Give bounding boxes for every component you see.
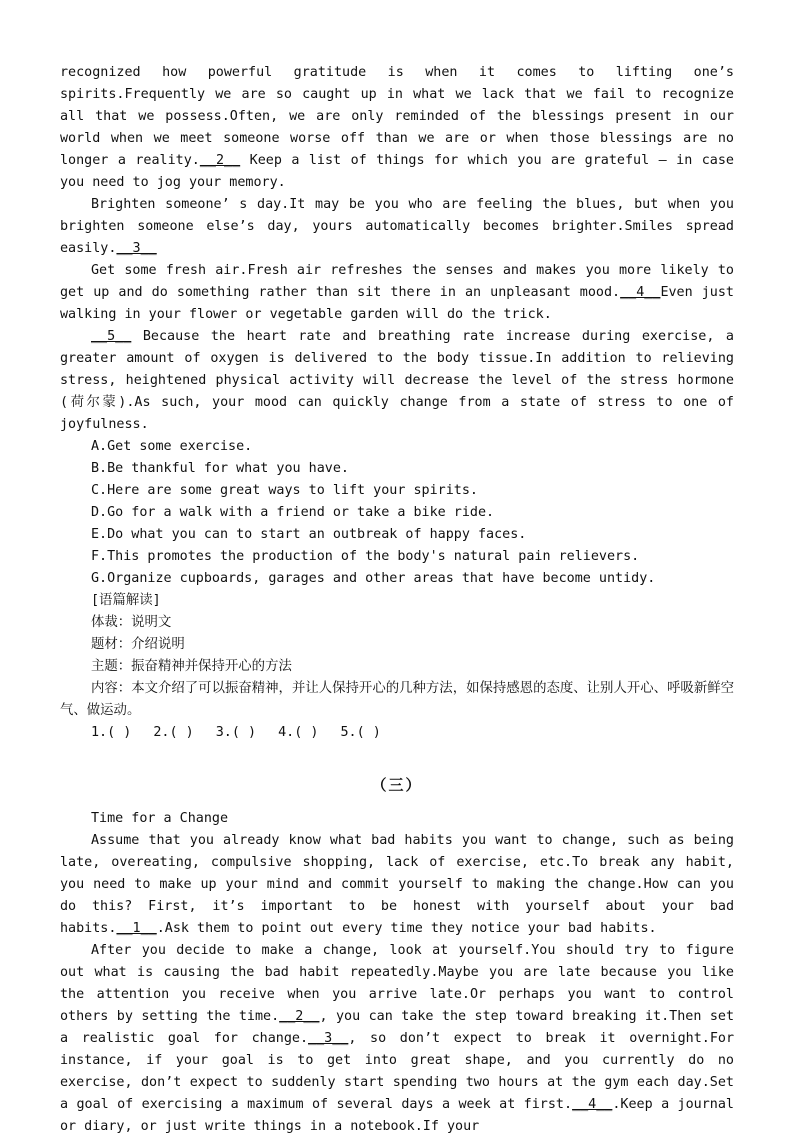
blank-4: __4__ <box>620 285 661 300</box>
answer-3[interactable]: 3.( ) <box>215 725 257 740</box>
blank-4: __4__ <box>572 1097 613 1112</box>
blank-5: __5__ <box>91 329 132 344</box>
option-c: C.Here are some great ways to lift your spirits. <box>91 483 478 498</box>
blank-2: __2__ <box>199 153 241 168</box>
change-paragraph <box>60 940 734 1138</box>
paragraph-text: Brighten someone’ s day.It may be you who are feeling the blues, but when you brighten someone else’s day, yours automatically becomes brighter.Smiles spread easily. <box>60 197 734 256</box>
analysis-topic: 题材：介绍说明 <box>91 637 185 652</box>
analysis-content: 内容：本文介绍了可以振奋精神，并让人保持开心的几种方法，如保持感恩的态度、让别人开心、呼吸新鲜空气、做运动。 <box>60 681 734 718</box>
paragraph-text: .Ask them to point out every time they notice your bad habits. <box>156 921 657 936</box>
brighten-paragraph <box>60 194 734 260</box>
paragraph-text: Keep a list of things for which you are grateful — in case you need to jog your memory. <box>60 153 734 190</box>
gratitude-paragraph <box>60 62 734 194</box>
paragraph-text: , so don’t expect to break it overnight.For instance, if your goal is to get into great shape, and you currently do no exercise, don’t expect to suddenly start spending two hours at the gym each day.Set a goal of exercising a maximum of several days a week at first. <box>60 1031 735 1112</box>
answer-row <box>60 722 734 744</box>
paragraph-text: Because the heart rate and breathing rate increase during exercise, a greater amount of oxygen is delivered to the body tissue.In addition to relieving stress, heightened physical activity will decrease the level of the stress hormone (荷尔蒙).As such, your mood can quickly change from a state of stress to one of joyfulness. <box>60 329 734 432</box>
option-a: A.Get some exercise. <box>91 439 253 454</box>
answer-5[interactable]: 5.( ) <box>340 725 381 740</box>
blank-1: __1__ <box>116 921 157 936</box>
paragraph-text: Assume that you already know what bad habits you want to change, such as being late, overeating, compulsive shopping, lack of exercise, etc.To break any habit, you need to make up your mind and commit yourself to making the change.How can you do this? First, it’s important to be honest with yourself about your bad habits. <box>60 833 734 936</box>
paragraph-text: recognized how powerful gratitude is when it comes to lifting one’s spirits.Frequently we are so caught up in what we lack that we fail to recognize all that we possess.Often, we are only reminded of the blessings present in our world when we meet someone worse off than we are or when those blessings are no longer a reality. <box>60 65 734 168</box>
option-f: F.This promotes the production of the body's natural pain relievers. <box>91 549 640 564</box>
answer-4[interactable]: 4.( ) <box>278 725 319 740</box>
paragraph-text: , you can take the step toward breaking it.Then set a realistic goal for change. <box>60 1009 735 1046</box>
paragraph-text: After you decide to make a change, look at yourself.You should try to figure out what is causing the bad habit repeatedly.Maybe you are late because you like the attention you receive when you arrive late.Or perhaps you want to control others by setting the time. <box>60 943 734 1024</box>
answer-1[interactable]: 1.( ) <box>91 725 132 740</box>
paragraph-text: Even just walking in your flower or vegetable garden will do the trick. <box>60 285 734 322</box>
exercise-paragraph <box>60 326 734 436</box>
paragraph-text: .Keep a journal or diary, or just write things in a notebook.If your <box>60 1097 734 1134</box>
option-d: D.Go for a walk with a friend or take a bike ride. <box>91 505 495 520</box>
blank-2: __2__ <box>279 1009 320 1024</box>
blank-3: __3__ <box>116 241 157 256</box>
paragraph-text: Get some fresh air.Fresh air refreshes the senses and makes you more likely to get up and do something rather than sit there in an unpleasant mood. <box>60 263 734 300</box>
analysis-genre: 体裁：说明文 <box>91 615 172 630</box>
option-b: B.Be thankful for what you have. <box>91 461 349 476</box>
document-page <box>60 62 734 1138</box>
option-g: G.Organize cupboards, garages and other areas that have become untidy. <box>91 571 656 586</box>
section-heading: （三） <box>371 776 423 794</box>
answer-2[interactable]: 2.( ) <box>153 725 194 740</box>
blank-3: __3__ <box>308 1031 349 1046</box>
analysis-theme: 主题：振奋精神并保持开心的方法 <box>91 659 292 674</box>
option-e: E.Do what you can to start an outbreak of happy faces. <box>91 527 527 542</box>
fresh-air-paragraph <box>60 260 734 326</box>
habits-paragraph <box>60 830 734 940</box>
analysis-heading: [语篇解读] <box>91 593 161 608</box>
passage-title: Time for a Change <box>91 811 229 826</box>
